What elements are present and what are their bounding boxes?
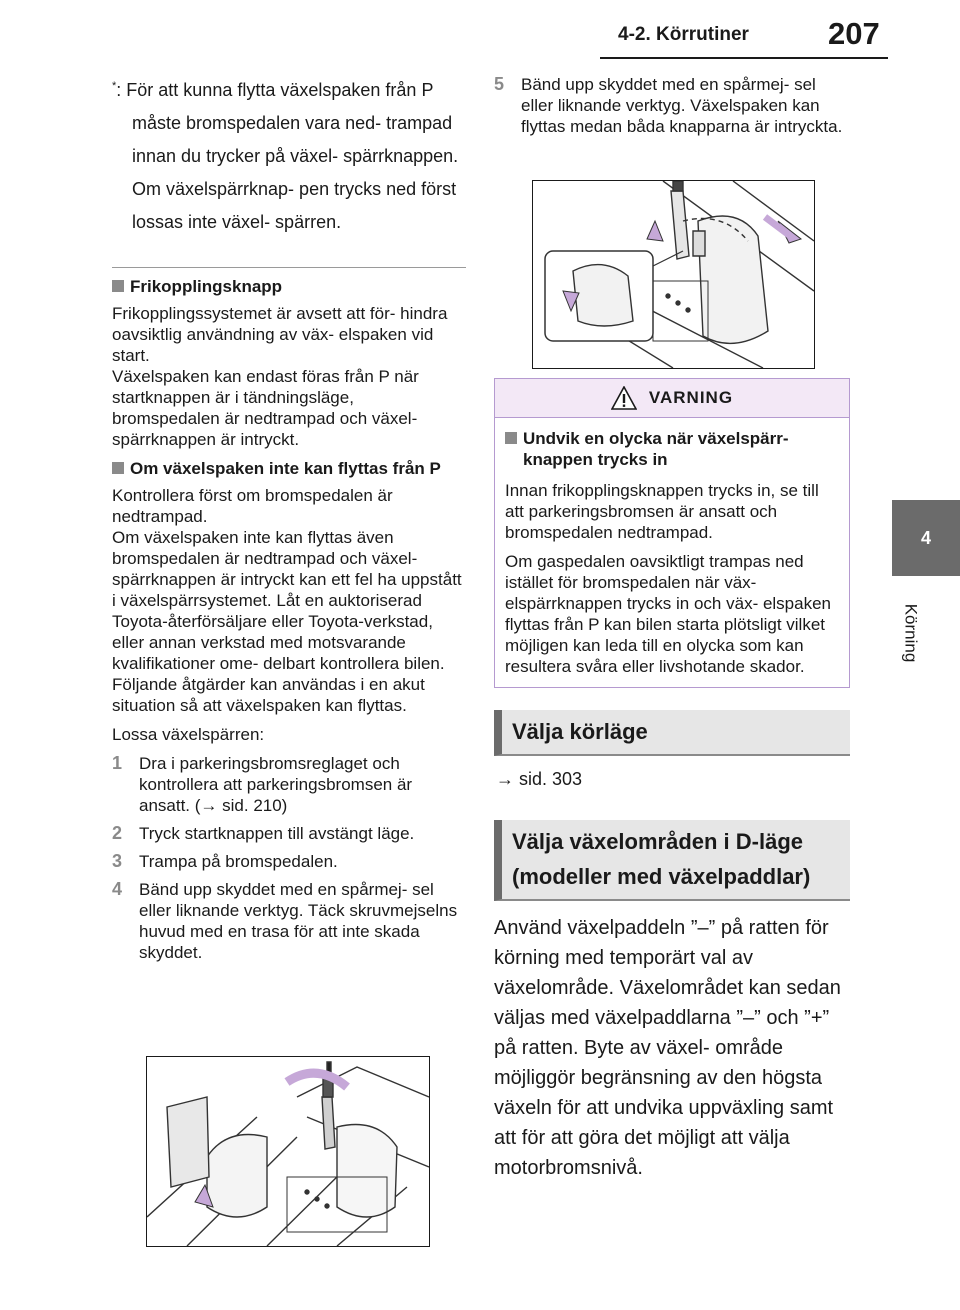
chapter-title: 4-2. Körrutiner	[618, 24, 749, 45]
square-bullet-icon	[112, 280, 124, 292]
chapter-tab[interactable]	[892, 500, 960, 576]
step-1: 1 Dra i parkeringsbromsreglaget och kontrollera att parkeringsbromsen är ansatt. (→ sid. 210)	[112, 753, 413, 815]
step-4: 4 Bänd upp skyddet med en spårmej- sel eller liknande verktyg. Täck skruvmejselns huvud med en trasa för att inte skada skyddet.	[112, 879, 458, 962]
paragraph: Frikopplingssystemet är avsett att för- hindra oavsiktlig användning av väx- elspaken vid start. Växelspaken kan endast föras från P när startknappen är i tändningsläge, bromspedalen är nedtrampad och växel- spärrknappen är intryckt.	[112, 304, 448, 449]
warning-paragraph: Innan frikopplingsknappen trycks in, se till att parkeringsbromsen är ansatt och bromspedalen nedtrampad.	[505, 481, 819, 542]
page-number: 207	[828, 16, 880, 51]
warning-triangle-icon	[611, 386, 637, 410]
footnote: *: För att kunna flytta växelspaken från P måste bromspedalen vara ned- trampad innan du trycker på växel- spärrknappen. Om växelspärrknap- pen trycks ned först lossas inte växel- spärren.	[112, 80, 459, 232]
right-column	[494, 74, 850, 144]
header-rule	[600, 57, 888, 59]
right-column-lower	[494, 378, 850, 1183]
step-3: 3 Trampa på bromspedalen.	[112, 851, 338, 871]
illustration-svg	[147, 1057, 429, 1246]
warning-paragraph: Om gaspedalen oavsiktligt trampas ned istället för bromspedalen när väx- elspärrknappen trycks in och väx- elspaken flyttas från P kan bilen starta plötsligt vilket möjligen kan leda till en olycka som kan resultera svåra eller livshotande skador.	[505, 552, 831, 676]
section-heading-drive-mode: Välja körläge	[494, 710, 850, 756]
paragraph: Kontrollera först om bromspedalen är nedtrampad. Om växelspaken inte kan flyttas även bromspedalen är nedtrampad och växel- spärrknappen är intryckt kan ett fel ha uppstått i växelspärrsystemet. Låt en auktoriserad Toyota-återförsäljare eller Toyota-verkstad, eller annan verkstad med motsvarande kvalifikationer ome- delbart kontrollera bilen. Följande åtgärder kan användas i en akut situation så att växelspaken kan flyttas.	[112, 486, 462, 715]
left-column	[112, 70, 466, 970]
chapter-tab-number: 4	[920, 527, 931, 548]
step-2: 2 Tryck startknappen till avstängt läge.	[112, 823, 415, 843]
illustration-svg	[533, 181, 814, 368]
square-bullet-icon	[505, 432, 517, 444]
divider	[112, 267, 466, 268]
paragraph: Lossa växelspärren:	[112, 725, 265, 744]
shift-lock-release-illustration	[532, 180, 815, 369]
subsection-heading-release-button: Frikopplingsknapp	[112, 276, 466, 297]
shift-lever-cover-illustration	[146, 1056, 430, 1247]
warning-title: VARNING	[648, 388, 734, 407]
square-bullet-icon	[112, 462, 124, 474]
subsection-heading-lever-stuck: Om växelspaken inte kan flyttas från P	[112, 458, 466, 479]
arrow-down-icon	[647, 221, 663, 241]
warning-header	[495, 379, 849, 418]
warning-body	[495, 418, 849, 687]
chapter-tab-label: Körning	[901, 603, 921, 663]
warning-subheading: Undvik en olycka när växelspärr- knappen trycks in	[505, 428, 839, 470]
step-5: 5 Bänd upp skyddet med en spårmej- sel eller liknande verktyg. Växelspaken kan flyttas medan båda knapparna är intryckta.	[494, 74, 843, 136]
body-paragraph: Använd växelpaddeln ”–” på ratten för körning med temporärt val av växelområde. Växelområdet kan sedan väljas med växelpaddlarna ”–” och ”+” på ratten. Byte av växel- område möjliggör begränsning av den högsta växeln för att undvika uppväxling samt att för att göra det möjligt att välja motorbromsnivå.	[494, 917, 841, 1179]
page-reference-link[interactable]: → sid. 303	[496, 769, 583, 789]
curved-arrow-icon	[287, 1073, 347, 1087]
warning-box	[494, 378, 850, 688]
section-heading-gear-range: Välja växelområden i D-läge (modeller med växelpaddlar)	[494, 820, 850, 901]
